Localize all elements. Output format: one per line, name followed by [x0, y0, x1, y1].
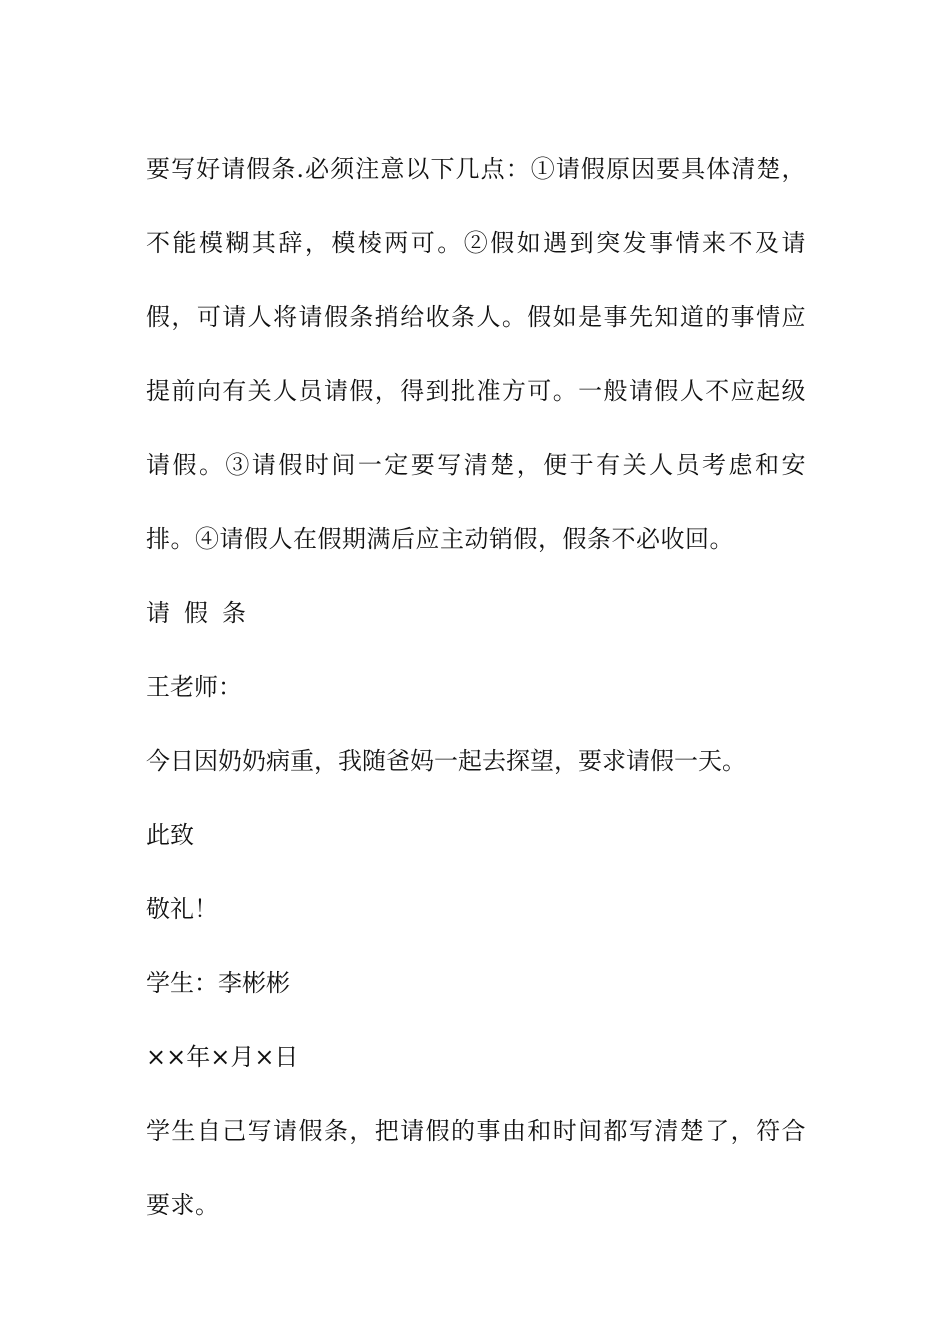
- note-closing-1: 此致: [146, 821, 194, 849]
- document-body: [146, 132, 806, 1242]
- note-body: 今日因奶奶病重，我随爸妈一起去探望，要求请假一天。: [146, 747, 746, 775]
- note-salutation: 王老师：: [146, 673, 242, 701]
- comment-paragraph: 学生自己写请假条，把请假的事由和时间都写清楚了，符合要求。: [146, 1117, 806, 1219]
- note-date: ××年×月×日: [146, 1043, 299, 1071]
- note-signature: 学生：李彬彬: [146, 969, 290, 997]
- note-title: 请假条: [146, 599, 260, 627]
- note-closing-2: 敬礼！: [146, 895, 218, 923]
- intro-paragraph: 要写好请假条.必须注意以下几点：①请假原因要具体清楚，不能模糊其辞，模棱两可。②假如遇到突发事情来不及请假，可请人将请假条捎给收条人。假如是事先知道的事情应提前向有关人员请假，得到批准方可。一般请假人不应起级请假。③请假时间一定要写清楚，便于有关人员考虑和安排。④请假人在假期满后应主动销假，假条不必收回。: [146, 155, 806, 553]
